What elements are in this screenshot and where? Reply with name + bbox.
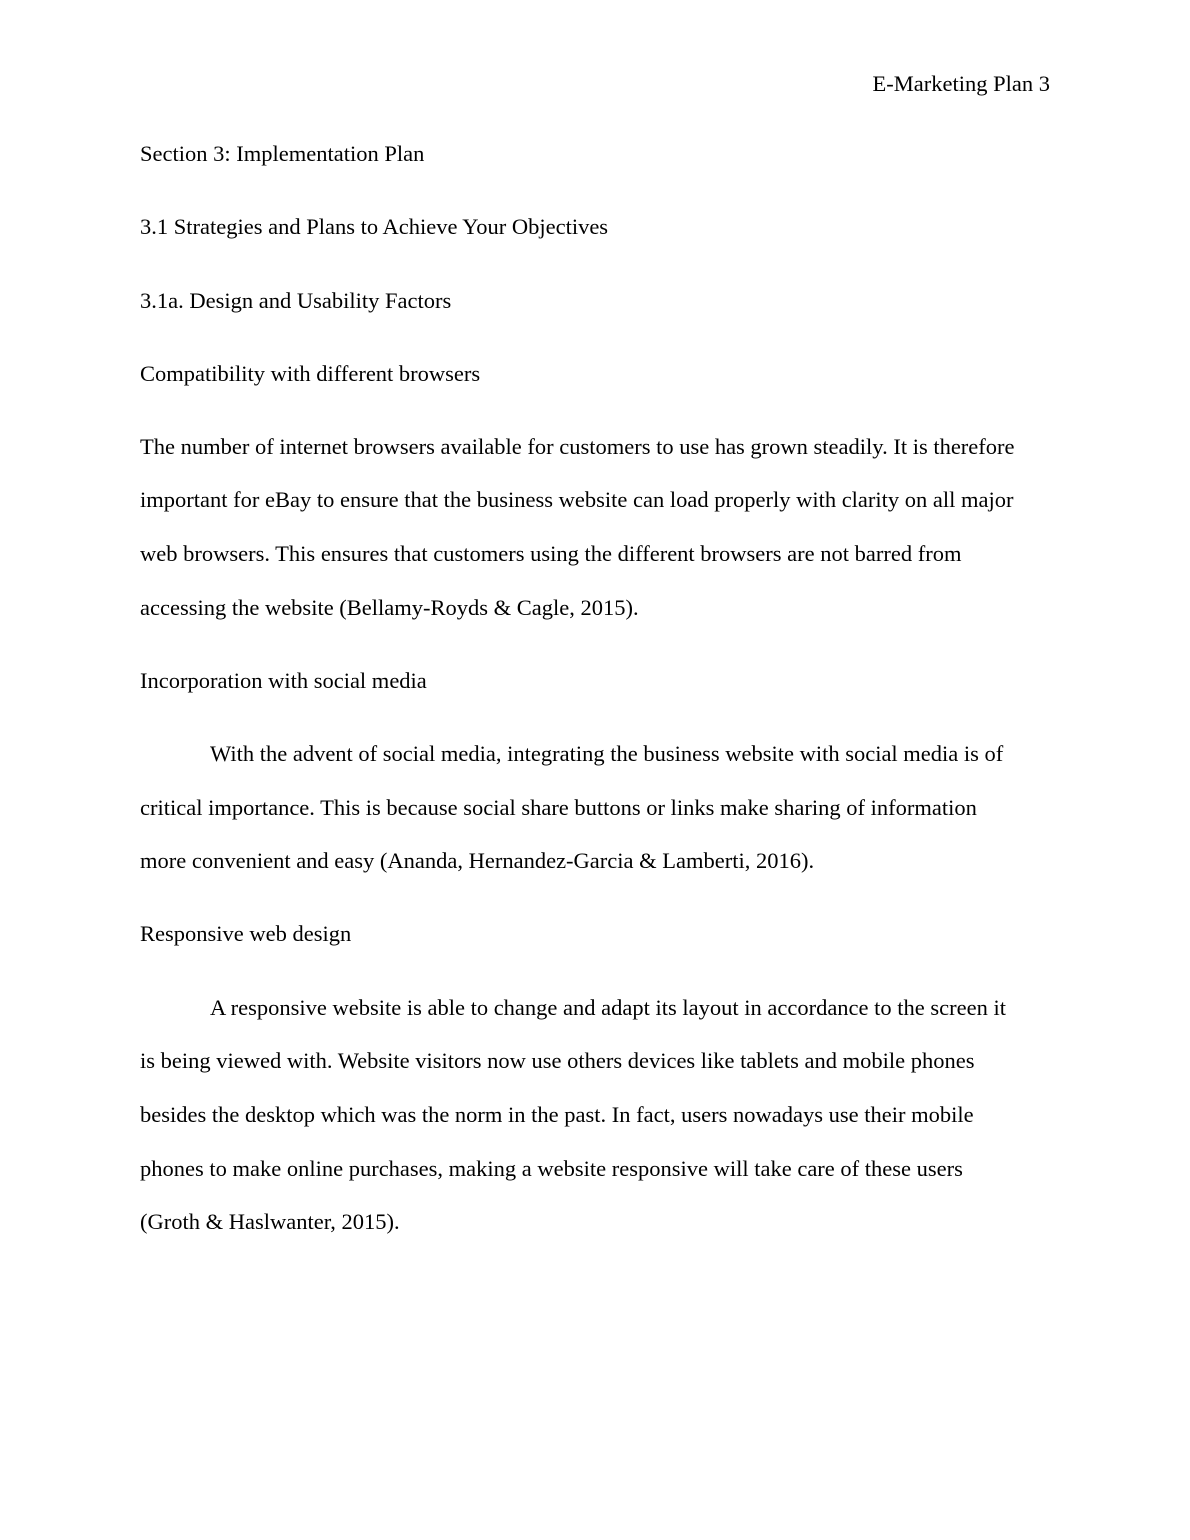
compatibility-heading: Compatibility with different browsers bbox=[140, 361, 481, 386]
paragraph-line: (Groth & Haslwanter, 2015). bbox=[140, 1209, 400, 1234]
paragraph-line: is being viewed with. Website visitors now use others devices like tablets and mobile phones bbox=[140, 1048, 975, 1073]
paragraph-line: important for eBay to ensure that the business website can load properly with clarity on all major bbox=[140, 487, 1014, 512]
social-media-heading: Incorporation with social media bbox=[140, 668, 427, 693]
paragraph-line: critical importance. This is because social share buttons or links make sharing of information bbox=[140, 795, 977, 820]
paragraph-line: A responsive website is able to change and adapt its layout in accordance to the screen it bbox=[210, 995, 1006, 1020]
section-title: Section 3: Implementation Plan bbox=[140, 141, 425, 166]
paragraph-line: web browsers. This ensures that customers using the different browsers are not barred from bbox=[140, 541, 962, 566]
paragraph-line: The number of internet browsers available for customers to use has grown steadily. It is therefore bbox=[140, 434, 1015, 459]
paragraph-line: more convenient and easy (Ananda, Hernandez-Garcia & Lamberti, 2016). bbox=[140, 848, 815, 873]
subsection-title: 3.1 Strategies and Plans to Achieve Your Objectives bbox=[140, 214, 609, 239]
paragraph-line: besides the desktop which was the norm in the past. In fact, users nowadays use their mobile bbox=[140, 1102, 974, 1127]
responsive-heading: Responsive web design bbox=[140, 921, 352, 946]
running-head: E-Marketing Plan 3 bbox=[872, 71, 1050, 96]
subsubsection-title: 3.1a. Design and Usability Factors bbox=[140, 288, 452, 313]
paragraph-line: phones to make online purchases, making a website responsive will take care of these users bbox=[140, 1156, 963, 1181]
paragraph-line: With the advent of social media, integrating the business website with social media is of bbox=[210, 741, 1004, 766]
paragraph-line: accessing the website (Bellamy-Royds & Cagle, 2015). bbox=[140, 595, 639, 620]
